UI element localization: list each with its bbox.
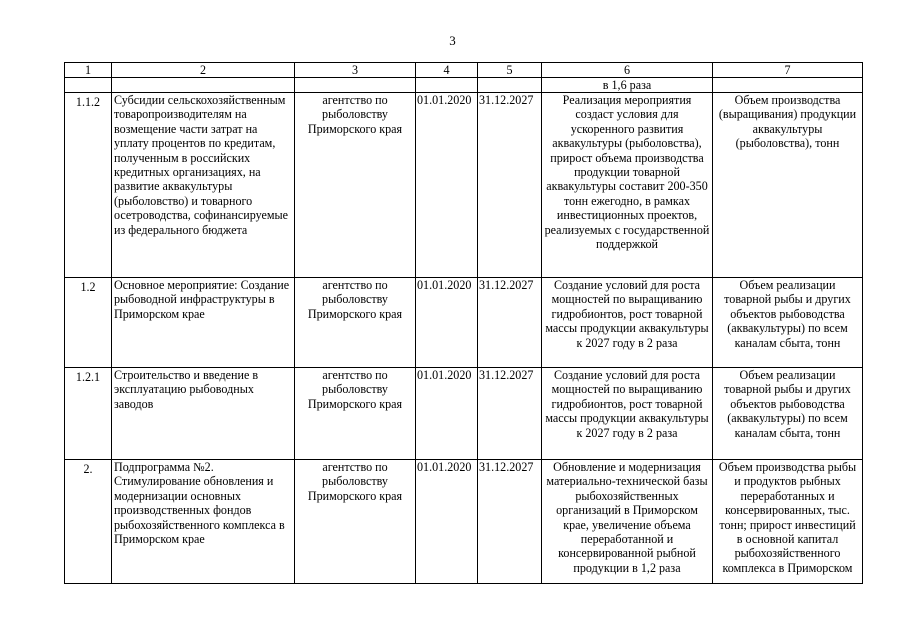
executor: агентство по рыболовству Приморского края xyxy=(295,368,416,460)
continuation-row xyxy=(65,78,863,93)
column-number: 1 xyxy=(65,63,112,78)
indicator: Объем реализации товарной рыбы и других объектов рыбоводства (аквакультуры) по всем каналам сбыта, тонн xyxy=(713,278,863,368)
column-number: 7 xyxy=(713,63,863,78)
activity-name: Подпрограмма №2. Стимулирование обновления и модернизации основных производственных фондов рыбохозяйственного комплекса в Приморском крае xyxy=(112,460,295,584)
column-number: 3 xyxy=(295,63,416,78)
end-date: 31.12.2027 xyxy=(478,93,542,278)
start-date: 01.01.2020 xyxy=(416,368,478,460)
row-number: 1.2 xyxy=(65,278,112,368)
indicator: Объем производства рыбы и продуктов рыбных переработанных и консервированных, тыс. тонн; прирост инвестиций в основной капитал рыбохозяйственного комплекса в Приморском xyxy=(713,460,863,584)
column-number: 5 xyxy=(478,63,542,78)
program-table xyxy=(64,62,863,584)
column-numbers-row xyxy=(65,63,863,78)
row-number: 1.1.2 xyxy=(65,93,112,278)
row-number: 1.2.1 xyxy=(65,368,112,460)
start-date: 01.01.2020 xyxy=(416,460,478,584)
table-row xyxy=(65,93,863,278)
expected-result: Реализация мероприятия создаст условия для ускоренного развития аквакультуры (рыболовства), прирост объема производства продукции товарной аквакультуры составит 200-350 тонн ежегодно, в рамках инвестиционных проектов, реализуемых с государственной поддержкой xyxy=(542,93,713,278)
end-date: 31.12.2027 xyxy=(478,368,542,460)
indicator: Объем реализации товарной рыбы и других объектов рыбоводства (аквакультуры) по всем каналам сбыта, тонн xyxy=(713,368,863,460)
column-number: 2 xyxy=(112,63,295,78)
table-row xyxy=(65,368,863,460)
column-number: 6 xyxy=(542,63,713,78)
activity-name: Строительство и введение в эксплуатацию рыбоводных заводов xyxy=(112,368,295,460)
expected-result: Обновление и модернизация материально-технической базы рыбохозяйственных организаций в Приморском крае, увеличение объема переработанной и консервированной рыбной продукции в 1,2 раза xyxy=(542,460,713,584)
activity-name: Субсидии сельскохозяйственным товаропроизводителям на возмещение части затрат на уплату процентов по кредитам, полученным в российских кредитных организациях, на развитие аквакультуры (рыболовство) и товарного осетроводства, софинансируемые из федерального бюджета xyxy=(112,93,295,278)
indicator: Объем производства (выращивания) продукции аквакультуры (рыболовства), тонн xyxy=(713,93,863,278)
column-number: 4 xyxy=(416,63,478,78)
page-number: 3 xyxy=(449,33,456,48)
start-date: 01.01.2020 xyxy=(416,93,478,278)
end-date: 31.12.2027 xyxy=(478,460,542,584)
expected-result: Создание условий для роста мощностей по выращиванию гидробионтов, рост товарной массы продукции аквакультуры к 2027 году в 2 раза xyxy=(542,368,713,460)
table-row xyxy=(65,278,863,368)
table-row xyxy=(65,460,863,584)
executor: агентство по рыболовству Приморского края xyxy=(295,460,416,584)
start-date: 01.01.2020 xyxy=(416,278,478,368)
executor: агентство по рыболовству Приморского края xyxy=(295,278,416,368)
end-date: 31.12.2027 xyxy=(478,278,542,368)
expected-result: Создание условий для роста мощностей по выращиванию гидробионтов, рост товарной массы продукции аквакультуры к 2027 году в 2 раза xyxy=(542,278,713,368)
activity-name: Основное мероприятие: Создание рыбоводной инфраструктуры в Приморском крае xyxy=(112,278,295,368)
executor: агентство по рыболовству Приморского края xyxy=(295,93,416,278)
continuation-note: в 1,6 раза xyxy=(542,78,713,93)
row-number: 2. xyxy=(65,460,112,584)
